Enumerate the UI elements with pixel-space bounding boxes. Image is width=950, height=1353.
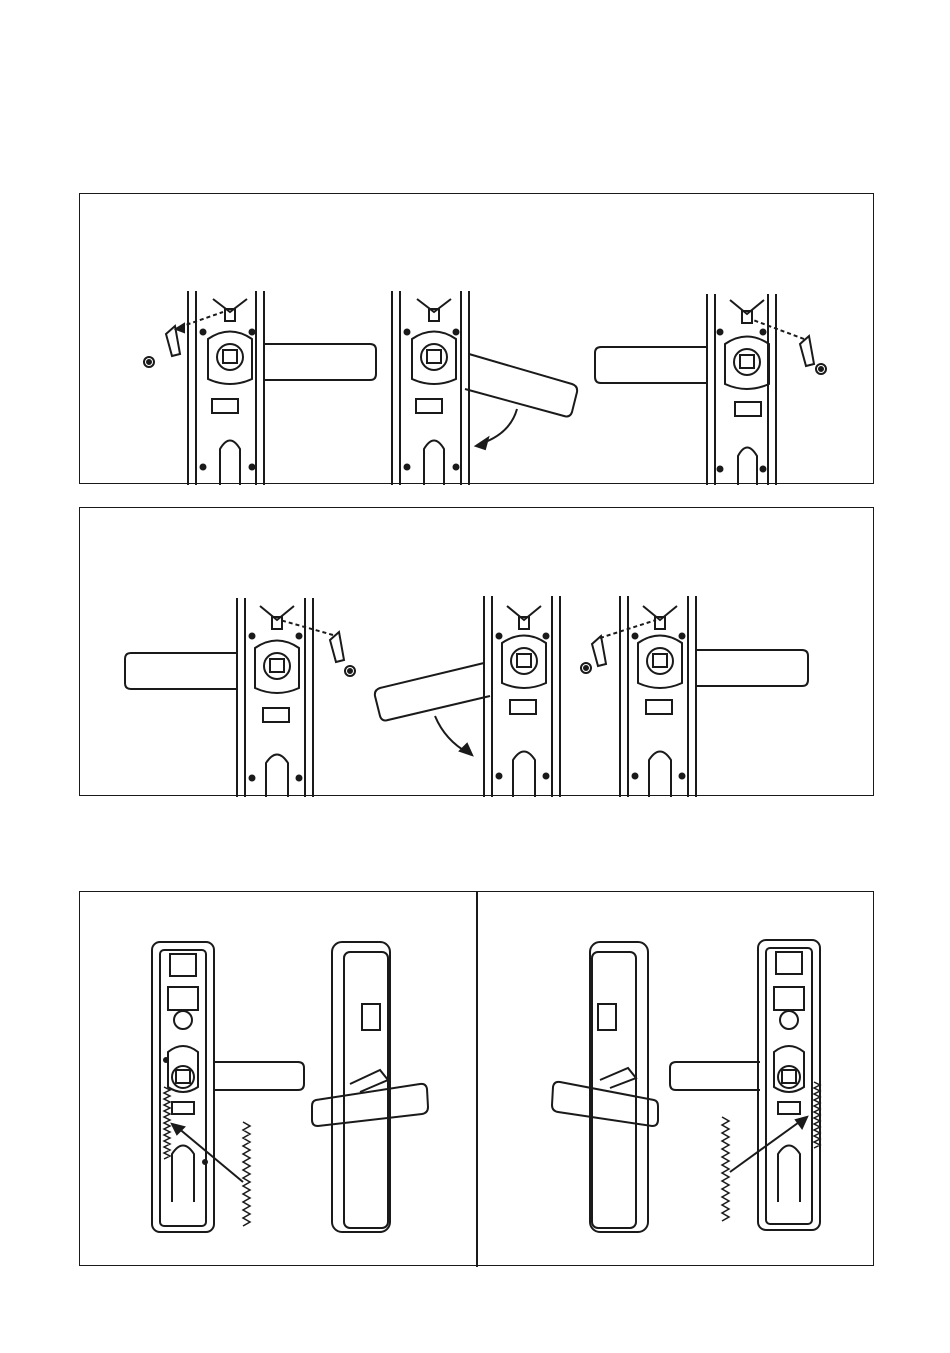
- spring-installation-panel: [79, 891, 874, 1266]
- middle-handle-reversal-panel: [79, 507, 874, 796]
- lock-plate-step-1: [237, 598, 313, 797]
- open-back-plate-left: [152, 942, 214, 1232]
- handle-left-back: [214, 1062, 304, 1090]
- lock-plate-step-2: [484, 596, 560, 797]
- open-back-plate-right: [758, 940, 820, 1230]
- stopper-parts-step-1: [144, 312, 223, 367]
- panel-3-illustration: [80, 892, 875, 1267]
- loose-spring-right: [722, 1117, 729, 1221]
- handle-step-3: [595, 347, 707, 383]
- front-plate-left: [312, 942, 428, 1232]
- handle-step-3: [696, 650, 808, 686]
- stopper-parts-step-1: [280, 620, 355, 676]
- panel-1-illustration: [80, 194, 875, 485]
- loose-spring-left: [243, 1122, 250, 1226]
- lock-plate-step-3: [620, 596, 696, 797]
- lock-plate-step-1: [188, 291, 264, 485]
- panel-2-illustration: [80, 508, 875, 797]
- handle-step-1: [125, 653, 237, 689]
- installed-spring-left: [164, 1087, 170, 1159]
- handle-right-back: [670, 1062, 760, 1090]
- handle-step-2-rotated: [465, 354, 577, 417]
- lock-plate-step-3: [707, 294, 776, 485]
- top-handle-reversal-panel: [79, 193, 874, 484]
- lock-plate-step-2: [392, 291, 469, 485]
- stopper-parts-step-3: [581, 620, 656, 673]
- handle-step-1: [264, 344, 376, 380]
- stopper-parts-step-3: [753, 320, 826, 374]
- spring-pointer-left: [177, 1127, 243, 1182]
- front-plate-right: [552, 942, 658, 1232]
- installed-spring-right: [814, 1082, 820, 1148]
- handle-step-2-rotated: [375, 663, 490, 721]
